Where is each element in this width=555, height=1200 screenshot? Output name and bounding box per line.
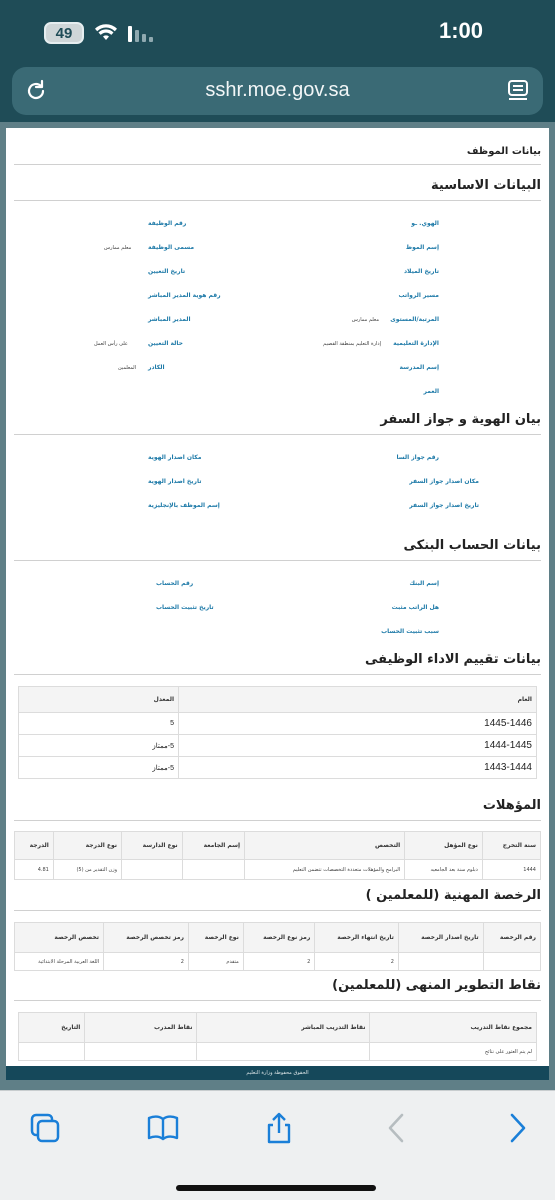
header-license-spec: تخصص الرخصة [15,923,104,953]
label-passport-issue-place: مكان اصدار جواز السفر [409,478,479,485]
value-education-dept: إدارة التعليم بمنطقة القصيم [323,341,381,347]
cell-rate: 5-ممتاز [19,735,179,757]
label-account-number: رقم الحساب [156,580,194,587]
value-cadre: المعلمين [118,365,137,371]
label-job-title: مسمى الوظيفة [148,244,195,251]
label-payroll: مسير الرواتب [398,292,439,299]
forward-arrow-icon[interactable] [500,1111,534,1145]
cell-grade-type: وزن التقدير من (5) [53,860,121,880]
label-id-issue-place: مكان اصدار الهوية [148,454,202,461]
header-training-date: التاريخ [19,1013,85,1043]
cell-license-type-code: 2 [243,953,314,971]
qualifications-table [14,831,541,880]
header-specialization: التخصص [245,832,405,860]
label-fix-reason: سبب تثبيت الحساب [381,628,439,635]
divider [14,674,541,675]
label-appointment-date: تاريخ التعيين [148,268,186,275]
divider [14,820,541,821]
header-license-spec-code: رمز تخصص الرخصة [104,923,189,953]
label-bank-name: إسم البنك [409,580,439,587]
label-rank-level: المرتبة/المستوى [390,316,439,323]
divider [14,1000,541,1001]
header-trainer-points: نقاط المدرب [85,1013,197,1043]
status-bar [0,0,555,62]
share-icon[interactable] [262,1111,296,1145]
web-page [0,122,555,1090]
section-title-passport: بيان الهوية و جواز السفر [380,412,541,427]
performance-table [18,686,537,779]
divider [14,434,541,435]
cell-license-type: متقدم [188,953,243,971]
cell-rate: 5 [19,713,179,735]
cell-qualification-type: دبلوم سنة بعد الجامعيه [405,860,483,880]
value-appointment-status: على رأس العمل [94,341,128,347]
cell-license-expiry-date: 2 [315,953,399,971]
header-direct-training: نقاط التدريب المباشر [197,1013,370,1043]
empty-state-text: لم يتم العثور على نتائج [370,1043,537,1061]
header-license-type: نوع الرخصة [188,923,243,953]
header-qualification-type: نوع المؤهل [405,832,483,860]
home-indicator [176,1185,376,1191]
cell-license-spec-code: 2 [104,953,189,971]
label-direct-manager: المدير المباشر [148,316,191,323]
browser-toolbar [0,1090,555,1200]
battery-indicator: 49 [44,22,84,44]
divider [14,910,541,911]
cell-study-type [122,860,183,880]
cell-specialization: البرامج والمؤهلات متعددة التخصصات تتضمن التعليم [245,860,405,880]
header-license-issue-date: تاريخ اصدار الرخصة [398,923,483,953]
value-job-title: معلم ممارس [104,245,132,251]
header-grade: الدرجة [15,832,54,860]
divider [14,560,541,561]
header-license-expiry-date: تاريخ انتهاء الرخصة [315,923,399,953]
divider [14,200,541,201]
label-education-dept: الإدارة التعليمية [393,340,439,347]
section-title-basic: البيانات الاساسية [431,178,541,193]
cell-rate: 5-ممتاز [19,757,179,779]
label-id-number: الهوي. ـو [411,220,439,227]
table-row [15,860,541,880]
section-title-license: الرخصة المهنية (للمعلمين ) [365,888,541,903]
divider [14,164,541,165]
cell-license-spec: اللغة العربية المرحلة الابتدائية [15,953,104,971]
table-row [19,735,537,757]
cellular-signal-icon [128,24,158,44]
cell-year: 1445-1446 [179,713,537,735]
label-appointment-status: حالة التعيين [148,340,184,347]
address-bar[interactable] [12,67,543,115]
table-row [19,1043,537,1061]
header-study-type: نوع الدارسة [122,832,183,860]
cell-license-number [483,953,540,971]
label-job-number: رقم الوظيفة [148,220,187,227]
header-license-number: رقم الرخصة [483,923,540,953]
wifi-icon [94,22,118,42]
cell-year: 1443-1444 [179,757,537,779]
cell-license-issue-date [398,953,483,971]
header-grade-type: نوع الدرجة [53,832,121,860]
training-table [18,1012,537,1061]
label-account-fix-date: تاريخ تثبيت الحساب [156,604,214,611]
header-university: إسم الجامعة [182,832,244,860]
label-passport-number: رقم جواز السا [396,454,439,461]
header-license-type-code: رمز نوع الرخصة [243,923,314,953]
label-id-issue-date: تاريخ اصدار الهوية [148,478,202,485]
header-rate: المعدل [19,687,179,713]
license-table [14,922,541,971]
label-age: العمر [423,388,439,395]
cell-grade: 4.81 [15,860,54,880]
cell-year: 1444-1445 [179,735,537,757]
label-salary-fixed: هل الراتب مثبت [391,604,439,611]
section-title-bank: بيانات الحساب البنكى [403,538,541,553]
tabs-icon[interactable] [28,1111,62,1145]
header-training-total: مجموع نقاط التدريب [370,1013,537,1043]
browser-address-area [0,62,555,122]
page-footer: الحقوق محفوظة وزارة التعليم [6,1066,549,1080]
label-school-name: إسم المدرسة [399,364,439,371]
section-title-training: نقاط التطوير المنهى (للمعلمين) [332,978,541,993]
header-graduation-year: سنة التخرج [482,832,540,860]
status-time: 1:00 [438,18,483,43]
employee-document [6,128,549,1080]
label-english-name: إسم الموظف بالإنجليزية [148,502,220,509]
label-passport-issue-date: تاريخ اصدار جواز السفر [409,502,479,509]
value-rank-level: معلم ممارس [351,317,379,323]
section-title-qualifications: المؤهلات [482,798,541,813]
cell-graduation-year: 1444 [482,860,540,880]
table-row [19,757,537,779]
label-employee-name: إسم الموظ [405,244,439,251]
label-birth-date: تاريخ الميلاد [403,268,439,275]
label-cadre: الكادر [148,364,165,371]
table-row [19,713,537,735]
section-title-performance: بيانات تقييم الاداء الوظيفى [365,652,541,667]
bookmarks-icon[interactable] [146,1111,180,1145]
header-year: العام [179,687,537,713]
table-row [15,953,541,971]
cell-university [182,860,244,880]
back-arrow-icon[interactable] [380,1111,414,1145]
label-manager-id: رقم هوية المدير المباشر [148,292,221,299]
url-text: sshr.moe.gov.sa [205,79,350,101]
reader-mode-icon[interactable] [507,79,529,103]
page-title: بيانات الموظف [466,146,541,157]
